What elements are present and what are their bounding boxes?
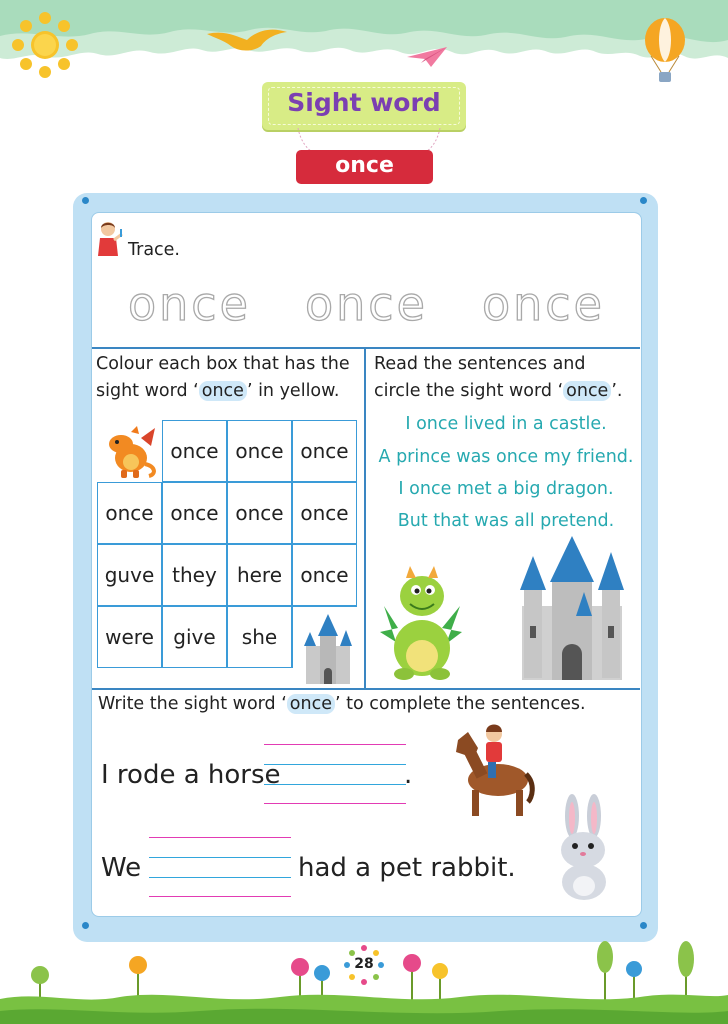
castle-icon — [300, 612, 356, 686]
grid-cell[interactable]: once — [227, 482, 292, 544]
girl-icon — [96, 220, 124, 258]
sun-icon — [10, 10, 80, 80]
colour-instruction-line2 — [96, 381, 339, 401]
story-sentence[interactable]: I once lived in a castle. — [405, 414, 607, 434]
trace-word: once — [128, 277, 251, 331]
trace-word: once — [305, 277, 428, 331]
write-instruction-post: ’ to complete the sentences. — [334, 694, 586, 714]
writing-lines-2[interactable] — [149, 837, 291, 897]
circle-instruction-line2 — [374, 381, 622, 401]
highlighted-word: once — [563, 381, 611, 401]
column-divider — [364, 349, 366, 688]
circle-instruction-line1: Read the sentences and — [374, 354, 586, 374]
dragon-icon — [376, 566, 466, 682]
story-sentence[interactable]: But that was all pretend. — [397, 511, 615, 531]
section-divider — [92, 347, 640, 349]
sentence-1-start: I rode a horse — [101, 760, 281, 790]
grid-cell[interactable]: once — [227, 420, 292, 482]
grid-cell[interactable]: were — [97, 606, 162, 668]
write-instruction — [98, 694, 586, 714]
grid-cell[interactable]: once — [162, 420, 227, 482]
page-number: 28 — [354, 956, 374, 972]
grid-cell[interactable]: once — [292, 544, 357, 606]
grid-cell[interactable]: give — [162, 606, 227, 668]
colour-instruction-line1: Colour each box that has the — [96, 354, 350, 374]
highlighted-word: once — [199, 381, 247, 401]
castle-icon — [514, 536, 630, 682]
sentence-1-end: . — [404, 760, 413, 790]
section-divider — [92, 688, 640, 690]
grid-cell[interactable]: once — [292, 420, 357, 482]
circle-instruction-post: ’. — [611, 381, 623, 401]
prince-on-horse-icon — [444, 718, 536, 822]
story-sentence[interactable]: A prince was once my friend. — [378, 447, 634, 467]
sentence-2-end: had a pet rabbit. — [298, 853, 516, 883]
grid-cell[interactable]: guve — [97, 544, 162, 606]
grid-cell[interactable]: once — [162, 482, 227, 544]
paper-plane-icon — [405, 45, 449, 69]
top-cloud-banner — [0, 0, 728, 90]
hot-air-balloon-icon — [643, 16, 687, 88]
frame-pin — [640, 922, 647, 929]
grid-cell[interactable]: she — [227, 606, 292, 668]
trace-word: once — [482, 277, 605, 331]
highlighted-word: once — [287, 694, 335, 714]
writing-lines-1[interactable] — [264, 744, 406, 804]
dragon-icon — [101, 424, 159, 480]
frame-pin — [640, 197, 647, 204]
sight-word-label: Sight word — [287, 88, 441, 117]
circle-instruction-pre: circle the sight word ‘ — [374, 381, 564, 401]
sentence-2-start: We — [101, 853, 142, 883]
rabbit-icon — [550, 794, 618, 900]
grid-cell[interactable]: once — [97, 482, 162, 544]
trace-instruction: Trace. — [128, 240, 180, 260]
frame-pin — [82, 197, 89, 204]
bird-icon — [205, 22, 290, 57]
colour-instruction-post: ’ in yellow. — [246, 381, 340, 401]
frame-pin — [82, 922, 89, 929]
grid-cell[interactable]: they — [162, 544, 227, 606]
write-instruction-pre: Write the sight word ‘ — [98, 694, 287, 714]
colour-instruction-pre: sight word ‘ — [96, 381, 199, 401]
grid-cell[interactable]: here — [227, 544, 292, 606]
story-sentence[interactable]: I once met a big dragon. — [398, 479, 614, 499]
grid-cell[interactable]: once — [292, 482, 357, 544]
target-word: once — [335, 153, 394, 178]
